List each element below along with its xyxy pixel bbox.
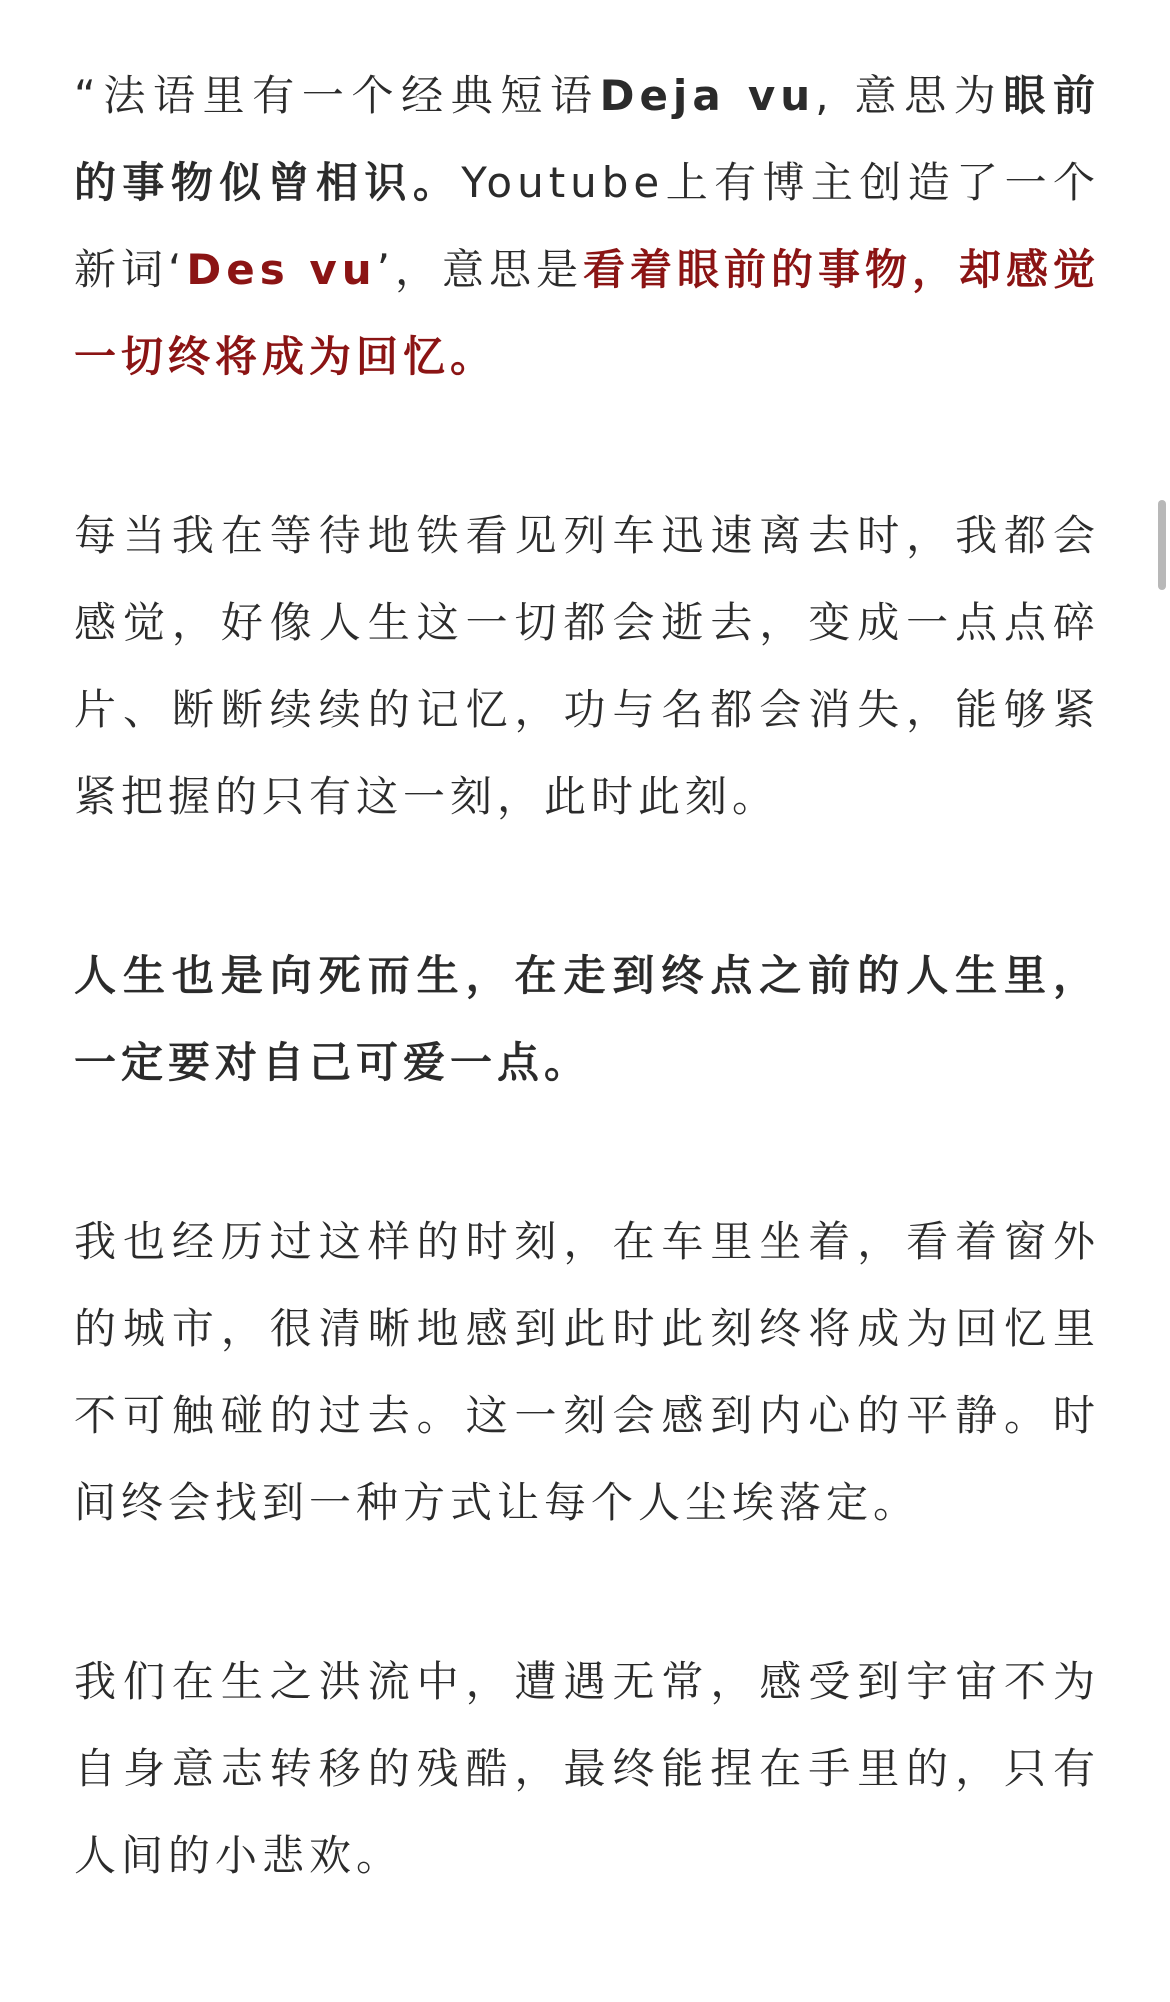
paragraph-car-moment: 我也经历过这样的时刻，在车里坐着，看着窗外的城市，很清晰地感到此时此刻终将成为回忆里不可触碰的过去。这一刻会感到内心的平静。时间终会找到一种方式让每个人尘埃落定。	[74, 1217, 1100, 1527]
article-body	[74, 52, 1100, 1899]
p1-term-des-vu: Des vu	[186, 245, 377, 294]
paragraph-life-emphasis: 人生也是向死而生，在走到终点之前的人生里，一定要对自己可爱一点。	[74, 951, 1100, 1087]
p1-text-2: , 意思为	[815, 71, 1004, 120]
paragraph-deja-vu	[74, 52, 1100, 400]
paragraph-small-joys: 我们在生之洪流中，遭遇无常，感受到宇宙不为自身意志转移的残酷，最终能捏在手里的，只有人间的小悲欢。	[74, 1657, 1100, 1880]
p1-emphasis-1: 眼前的事物似曾相识。	[74, 71, 1100, 207]
scrollbar-thumb[interactable]	[1158, 500, 1166, 590]
p1-text-3: Youtube上有博主创造了一个新词‘	[74, 158, 1100, 294]
p1-highlight: 看着眼前的事物，却感觉一切终将成为回忆。	[74, 245, 1100, 381]
p1-term-deja-vu: Deja vu	[599, 71, 816, 120]
p1-text-4: ’，意思是	[376, 245, 583, 294]
paragraph-subway: 每当我在等待地铁看见列车迅速离去时，我都会感觉，好像人生这一切都会逝去，变成一点点碎片、断断续续的记忆，功与名都会消失，能够紧紧把握的只有这一刻，此时此刻。	[74, 511, 1100, 821]
p1-text-1: “法语里有一个经典短语	[74, 71, 600, 120]
